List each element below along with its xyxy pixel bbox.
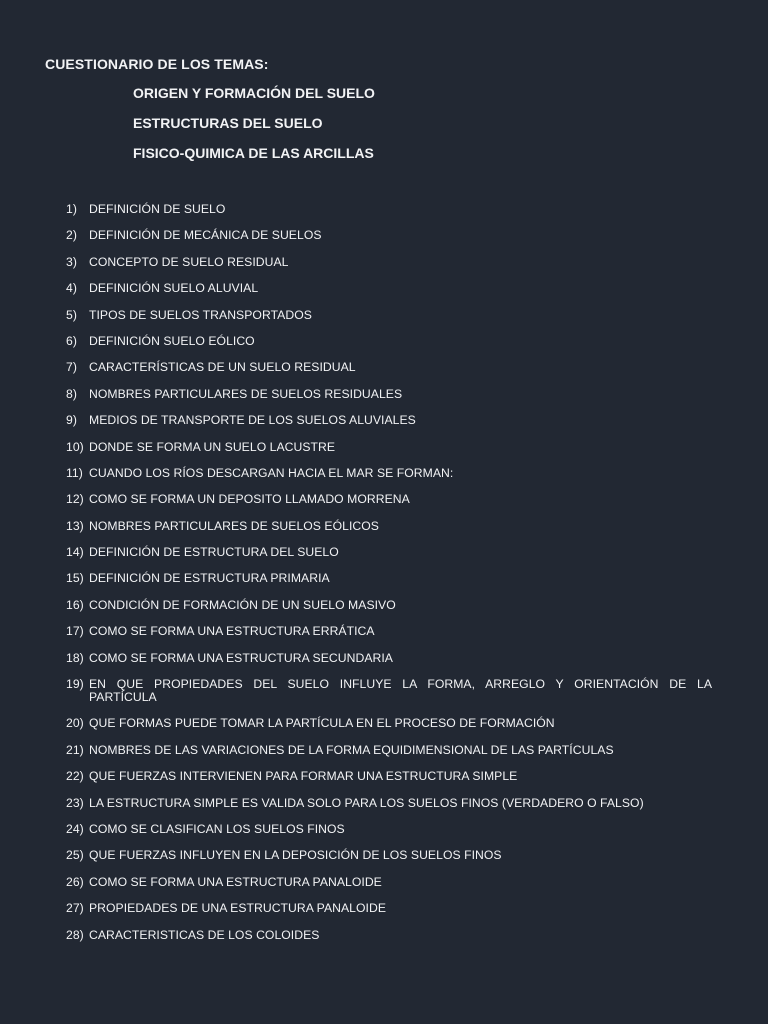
question-text: LA ESTRUCTURA SIMPLE ES VALIDA SOLO PARA LOS SUELOS FINOS (VERDADERO O FALSO) (89, 795, 644, 810)
question-text-line-2: PARTÍCULA (89, 690, 157, 705)
question-text: CARACTERISTICAS DE LOS COLOIDES (89, 927, 320, 942)
question-text: DEFINICIÓN DE ESTRUCTURA DEL SUELO (89, 545, 339, 560)
question-number: 4) (66, 281, 77, 296)
question-item-24 (66, 822, 712, 836)
question-number: 1) (66, 202, 77, 216)
question-item-2 (66, 228, 712, 242)
question-number: 23) (66, 795, 84, 810)
question-item-18 (66, 651, 712, 665)
question-text: NOMBRES PARTICULARES DE SUELOS RESIDUALES (89, 386, 403, 401)
question-item-25 (66, 848, 712, 862)
question-item-5 (66, 308, 712, 322)
question-text: COMO SE FORMA UN DEPOSITO LLAMADO MORRENA (89, 492, 410, 507)
question-item-1 (66, 202, 712, 216)
question-item-22 (66, 769, 712, 783)
question-number: 22) (66, 769, 84, 784)
question-item-21 (66, 743, 712, 757)
question-text: DONDE SE FORMA UN SUELO LACUSTRE (89, 439, 336, 454)
question-number: 13) (66, 518, 84, 533)
question-number: 9) (66, 413, 77, 428)
subtopic-origen: ORIGEN Y FORMACIÓN DEL SUELO (133, 85, 375, 101)
question-item-10 (66, 440, 712, 454)
question-item-4 (66, 281, 712, 295)
subtopic-list (133, 85, 375, 175)
question-number: 16) (66, 597, 84, 612)
question-item-19 (66, 677, 712, 704)
question-number: 11) (66, 465, 83, 480)
subtopic-estructuras: ESTRUCTURAS DEL SUELO (133, 115, 323, 131)
question-item-20 (66, 716, 712, 730)
question-text: COMO SE CLASIFICAN LOS SUELOS FINOS (89, 821, 345, 836)
question-text (89, 677, 712, 704)
question-number: 28) (66, 927, 84, 942)
question-number: 17) (66, 624, 84, 639)
question-item-8 (66, 387, 712, 401)
question-text: DEFINICIÓN SUELO EÓLICO (89, 333, 255, 348)
question-item-16 (66, 598, 712, 612)
question-item-23 (66, 796, 712, 810)
question-text: COMO SE FORMA UNA ESTRUCTURA PANALOIDE (89, 874, 382, 889)
question-text: DEFINICIÓN DE MECÁNICA DE SUELOS (89, 228, 322, 243)
document-heading: CUESTIONARIO DE LOS TEMAS: (45, 56, 269, 72)
question-number: 26) (66, 874, 84, 889)
question-item-28 (66, 928, 712, 942)
subtopic-fisicoquimica: FISICO-QUIMICA DE LAS ARCILLAS (133, 145, 374, 161)
question-number: 18) (66, 650, 84, 665)
question-number: 14) (66, 545, 84, 560)
question-text-line-1: EN QUE PROPIEDADES DEL SUELO INFLUYE LA FORMA, ARREGLO Y ORIENTACIÓN DE LA (89, 677, 712, 692)
question-text: COMO SE FORMA UNA ESTRUCTURA SECUNDARIA (89, 650, 393, 665)
question-number: 20) (66, 716, 84, 731)
question-item-14 (66, 545, 712, 559)
question-list (66, 202, 712, 954)
question-number: 15) (66, 571, 84, 586)
question-text: COMO SE FORMA UNA ESTRUCTURA ERRÁTICA (89, 624, 375, 639)
question-text: NOMBRES PARTICULARES DE SUELOS EÓLICOS (89, 518, 379, 533)
question-text: NOMBRES DE LAS VARIACIONES DE LA FORMA EQUIDIMENSIONAL DE LAS PARTÍCULAS (89, 742, 614, 757)
question-text: CARACTERÍSTICAS DE UN SUELO RESIDUAL (89, 360, 356, 375)
question-number: 27) (66, 901, 84, 916)
question-number: 8) (66, 386, 77, 401)
question-number: 6) (66, 333, 77, 348)
question-text: TIPOS DE SUELOS TRANSPORTADOS (89, 307, 312, 322)
question-number: 24) (66, 821, 84, 836)
question-text: QUE FORMAS PUEDE TOMAR LA PARTÍCULA EN EL PROCESO DE FORMACIÓN (89, 716, 555, 731)
question-text: DEFINICIÓN DE ESTRUCTURA PRIMARIA (89, 571, 330, 586)
question-text: MEDIOS DE TRANSPORTE DE LOS SUELOS ALUVIALES (89, 413, 416, 428)
question-number: 3) (66, 254, 77, 269)
question-number: 2) (66, 228, 77, 243)
question-item-9 (66, 413, 712, 427)
question-text: DEFINICIÓN SUELO ALUVIAL (89, 281, 259, 296)
question-text: QUE FUERZAS INFLUYEN EN LA DEPOSICIÓN DE LOS SUELOS FINOS (89, 848, 502, 863)
question-text: DEFINICIÓN DE SUELO (89, 202, 226, 216)
question-item-3 (66, 255, 712, 269)
question-item-12 (66, 492, 712, 506)
question-number: 5) (66, 307, 77, 322)
question-item-11 (66, 466, 712, 480)
question-number: 10) (66, 439, 84, 454)
question-number: 25) (66, 848, 84, 863)
question-number: 19) (66, 677, 84, 692)
question-text: QUE FUERZAS INTERVIENEN PARA FORMAR UNA ESTRUCTURA SIMPLE (89, 769, 518, 784)
question-text: CUANDO LOS RÍOS DESCARGAN HACIA EL MAR SE FORMAN: (89, 465, 454, 480)
question-item-26 (66, 875, 712, 889)
question-text: CONDICIÓN DE FORMACIÓN DE UN SUELO MASIVO (89, 597, 396, 612)
question-number: 12) (66, 492, 84, 507)
question-number: 7) (66, 360, 77, 375)
question-item-27 (66, 901, 712, 915)
question-item-15 (66, 571, 712, 585)
question-item-7 (66, 360, 712, 374)
question-item-6 (66, 334, 712, 348)
question-text: CONCEPTO DE SUELO RESIDUAL (89, 254, 289, 269)
question-item-17 (66, 624, 712, 638)
question-number: 21) (66, 742, 84, 757)
question-item-13 (66, 519, 712, 533)
question-text: PROPIEDADES DE UNA ESTRUCTURA PANALOIDE (89, 901, 386, 916)
